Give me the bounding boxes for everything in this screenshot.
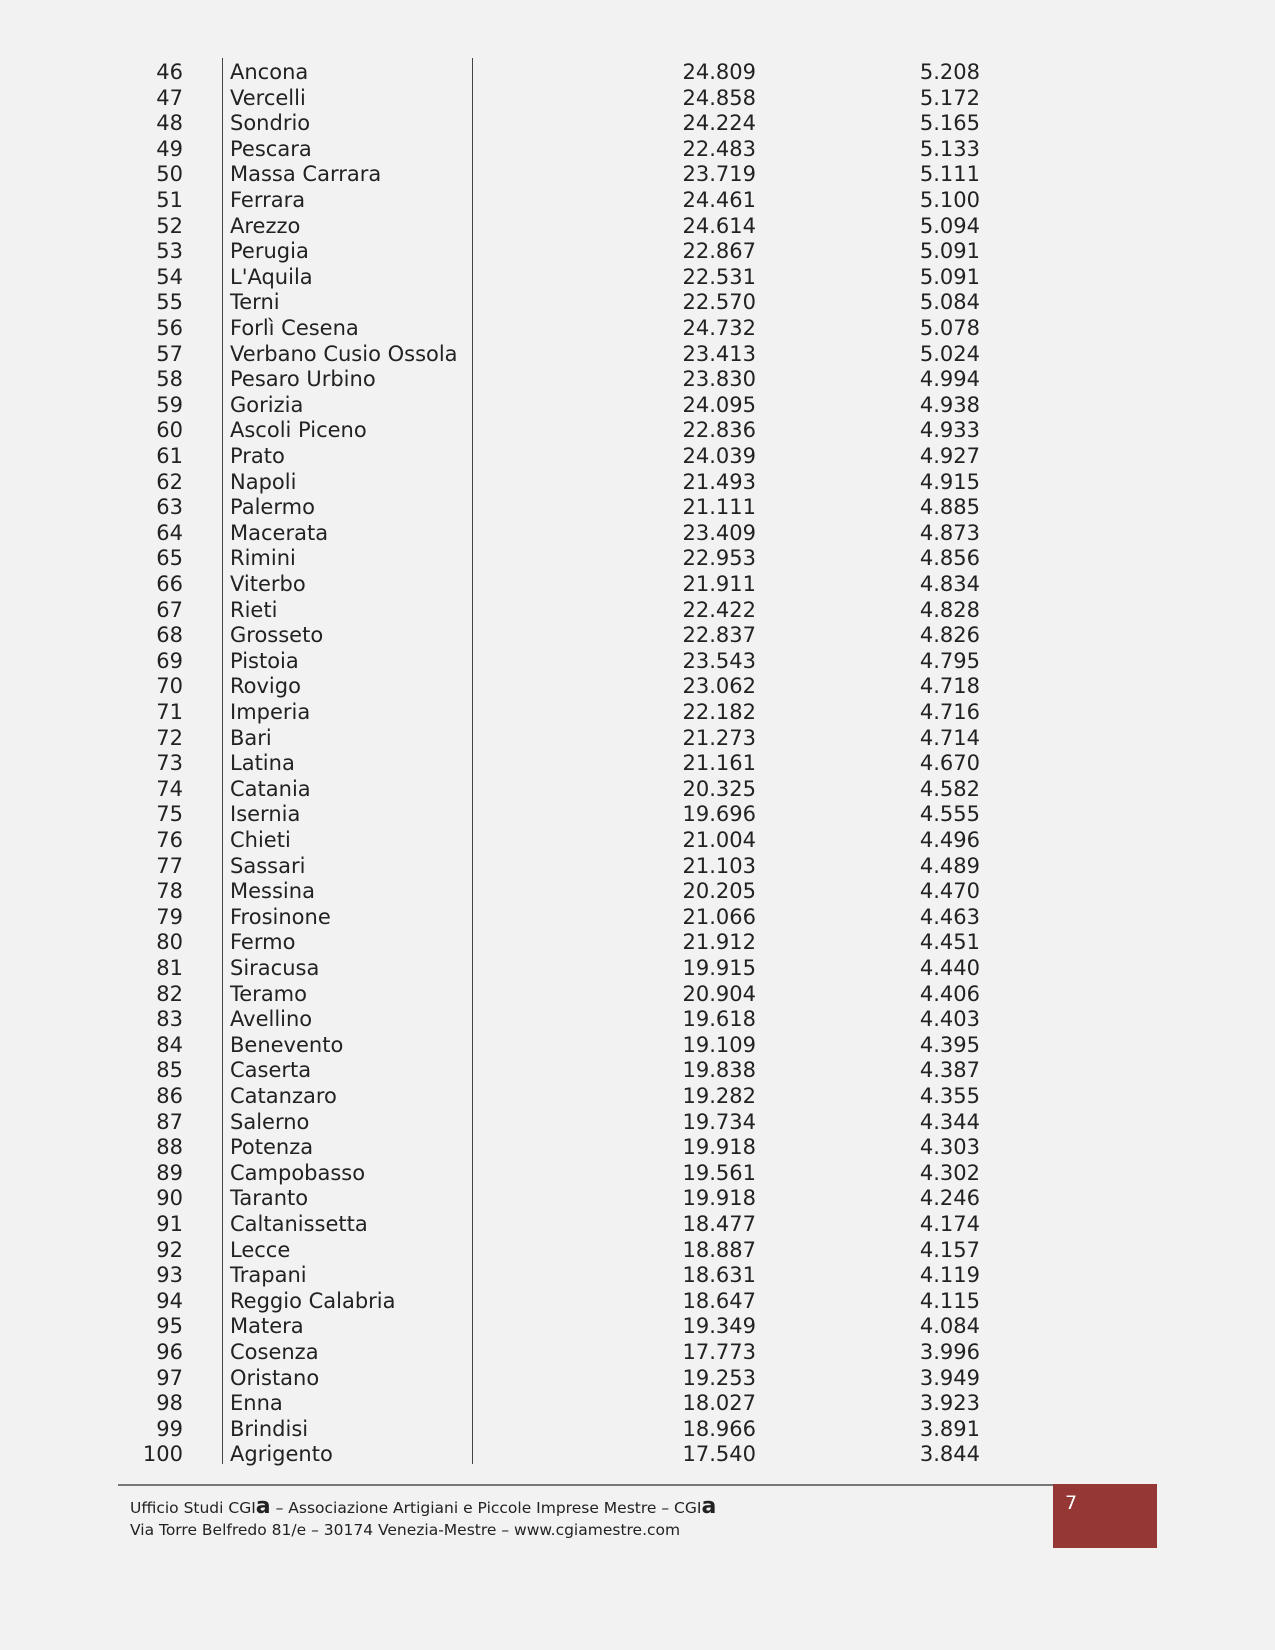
footer-address: Via Torre Belfredo 81/e – 30174 Venezia-Mestre – www.cgiamestre.com	[130, 1521, 681, 1539]
value-cell: 5.100	[919, 188, 980, 212]
value-cell: 4.470	[919, 879, 980, 904]
value-cell: 4.915	[919, 469, 980, 494]
table-row	[140, 136, 980, 163]
value-cell: 4.828	[919, 597, 980, 622]
rank-cell: 94	[156, 1288, 183, 1313]
table-row	[140, 1391, 980, 1417]
value-cell: 5.084	[919, 290, 980, 315]
value-cell: 19.734	[682, 1109, 756, 1134]
value-cell: 5.091	[919, 264, 980, 289]
table-row	[140, 188, 980, 214]
value-cell: 4.933	[919, 418, 980, 443]
value-cell: 19.561	[682, 1160, 756, 1185]
value-cell: 18.631	[682, 1263, 756, 1288]
province-cell: Taranto	[230, 1186, 309, 1211]
rank-cell: 56	[156, 316, 183, 340]
value-cell: 4.716	[919, 700, 980, 724]
value-cell: 19.918	[682, 1186, 756, 1211]
rank-cell: 62	[156, 469, 183, 494]
value-cell: 22.182	[682, 700, 756, 724]
province-cell: Bari	[230, 725, 272, 750]
value-cell: 18.477	[682, 1212, 756, 1236]
table-row	[140, 392, 980, 419]
province-cell: Campobasso	[230, 1160, 366, 1185]
rank-cell: 47	[156, 85, 183, 110]
value-cell: 22.570	[682, 290, 756, 315]
value-cell: 4.157	[919, 1237, 980, 1262]
table-row	[140, 162, 980, 188]
footer-logo-a: a	[255, 1494, 271, 1519]
province-cell: Napoli	[230, 469, 297, 494]
rank-cell: 75	[156, 802, 183, 827]
value-cell: 22.531	[682, 264, 756, 289]
page-number-box	[1053, 1484, 1157, 1548]
rank-cell: 61	[156, 444, 183, 468]
table-row	[140, 1365, 980, 1392]
province-cell: Potenza	[230, 1135, 314, 1160]
rank-cell: 70	[156, 674, 183, 699]
table-row	[140, 418, 980, 444]
value-cell: 22.836	[682, 418, 756, 443]
value-cell: 24.039	[682, 444, 756, 468]
value-cell: 4.856	[919, 546, 980, 571]
table-row	[140, 1263, 980, 1289]
value-cell: 21.912	[682, 930, 756, 955]
table-row	[140, 1186, 980, 1212]
province-cell: Pesaro Urbino	[230, 367, 376, 392]
value-cell: 4.344	[919, 1109, 980, 1134]
rank-cell: 81	[156, 956, 183, 980]
value-cell: 5.024	[919, 341, 980, 366]
value-cell: 4.451	[919, 930, 980, 955]
table-row	[140, 1288, 980, 1315]
province-cell: Arezzo	[230, 213, 301, 238]
province-cell: Cosenza	[230, 1340, 319, 1364]
value-cell: 19.918	[682, 1135, 756, 1160]
value-cell: 4.994	[919, 367, 980, 392]
table-row	[140, 623, 980, 649]
rank-cell: 53	[156, 239, 183, 264]
table-row	[140, 341, 980, 368]
province-cell: Reggio Calabria	[230, 1288, 396, 1313]
value-cell: 4.582	[919, 776, 980, 801]
value-cell: 19.696	[682, 802, 756, 827]
value-cell: 21.493	[682, 469, 756, 494]
footer-org-name: – Associazione Artigiani e Piccole Imprese Mestre – CGI	[270, 1499, 702, 1517]
value-cell: 17.540	[682, 1442, 756, 1467]
value-cell: 23.409	[682, 520, 756, 545]
province-cell: Trapani	[230, 1263, 307, 1288]
rank-cell: 89	[156, 1160, 183, 1185]
province-cell: Catania	[230, 776, 311, 801]
rank-cell: 66	[156, 572, 183, 596]
value-cell: 4.555	[919, 802, 980, 827]
rank-cell: 93	[156, 1263, 183, 1288]
value-cell: 3.891	[919, 1416, 980, 1441]
table-row	[140, 546, 980, 572]
province-cell: Salerno	[230, 1109, 310, 1134]
table-row	[140, 85, 980, 112]
rank-cell: 92	[156, 1237, 183, 1262]
value-cell: 23.062	[682, 674, 756, 699]
value-cell: 24.095	[682, 392, 756, 417]
rank-cell: 59	[156, 392, 183, 417]
province-cell: Pescara	[230, 136, 312, 161]
value-cell: 19.349	[682, 1314, 756, 1339]
table-row	[140, 802, 980, 828]
province-cell: Frosinone	[230, 904, 331, 929]
value-cell: 19.838	[682, 1058, 756, 1083]
value-cell: 22.483	[682, 136, 756, 161]
value-cell: 18.647	[682, 1288, 756, 1313]
value-cell: 5.133	[919, 136, 980, 161]
rank-cell: 67	[156, 597, 183, 622]
value-cell: 4.387	[919, 1058, 980, 1083]
rank-cell: 69	[156, 648, 183, 673]
province-cell: Oristano	[230, 1365, 320, 1390]
province-cell: Macerata	[230, 520, 329, 545]
value-cell: 21.273	[682, 725, 756, 750]
rank-cell: 99	[156, 1416, 183, 1441]
rank-cell: 97	[156, 1365, 183, 1390]
value-cell: 4.115	[919, 1288, 980, 1313]
table-row	[140, 981, 980, 1008]
value-cell: 4.246	[919, 1186, 980, 1211]
rank-cell: 85	[156, 1058, 183, 1083]
province-cell: Perugia	[230, 239, 309, 264]
table-row	[140, 239, 980, 265]
table-row	[140, 444, 980, 470]
value-cell: 20.904	[682, 981, 756, 1006]
value-cell: 23.719	[682, 162, 756, 187]
rank-cell: 100	[142, 1442, 183, 1467]
province-cell: Caltanissetta	[230, 1212, 368, 1236]
value-cell: 4.938	[919, 392, 980, 417]
table-row	[140, 674, 980, 700]
value-cell: 19.915	[682, 956, 756, 980]
province-cell: Teramo	[230, 981, 307, 1006]
value-cell: 5.172	[919, 85, 980, 110]
footer-org-prefix: Ufficio Studi CGI	[130, 1499, 256, 1517]
province-cell: Rieti	[230, 597, 278, 622]
province-cell: Sassari	[230, 853, 306, 878]
rank-cell: 79	[156, 904, 183, 929]
rank-cell: 64	[156, 520, 183, 545]
rank-cell: 78	[156, 879, 183, 904]
table-row	[140, 1032, 980, 1059]
value-cell: 18.966	[682, 1416, 756, 1441]
value-cell: 4.496	[919, 828, 980, 852]
province-cell: Lecce	[230, 1237, 291, 1262]
table-row	[140, 1212, 980, 1238]
table-row	[140, 1058, 980, 1084]
rank-cell: 49	[156, 136, 183, 161]
value-cell: 4.795	[919, 648, 980, 673]
footer-rule	[118, 1484, 1053, 1486]
value-cell: 5.091	[919, 239, 980, 264]
table-row	[140, 367, 980, 393]
rank-cell: 65	[156, 546, 183, 571]
value-cell: 3.996	[919, 1340, 980, 1364]
value-cell: 21.111	[682, 495, 756, 520]
rank-cell: 73	[156, 751, 183, 776]
value-cell: 19.618	[682, 1007, 756, 1032]
province-cell: Chieti	[230, 828, 291, 852]
value-cell: 18.027	[682, 1391, 756, 1416]
province-cell: Ferrara	[230, 188, 306, 212]
table-row	[140, 930, 980, 956]
province-cell: Benevento	[230, 1032, 344, 1057]
rank-cell: 55	[156, 290, 183, 315]
footer-line-1	[130, 1494, 717, 1519]
rank-cell: 46	[156, 60, 183, 84]
value-cell: 22.867	[682, 239, 756, 264]
table-row	[140, 111, 980, 137]
province-cell: Avellino	[230, 1007, 313, 1032]
value-cell: 23.543	[682, 648, 756, 673]
value-cell: 21.103	[682, 853, 756, 878]
rank-cell: 57	[156, 341, 183, 366]
value-cell: 5.094	[919, 213, 980, 238]
rank-cell: 88	[156, 1135, 183, 1160]
value-cell: 4.718	[919, 674, 980, 699]
value-cell: 4.119	[919, 1263, 980, 1288]
rank-cell: 76	[156, 828, 183, 852]
rank-cell: 48	[156, 111, 183, 136]
value-cell: 5.078	[919, 316, 980, 340]
province-cell: Messina	[230, 879, 315, 904]
value-cell: 24.461	[682, 188, 756, 212]
table-row	[140, 1237, 980, 1264]
rank-cell: 58	[156, 367, 183, 392]
table-row	[140, 751, 980, 777]
rank-cell: 98	[156, 1391, 183, 1416]
rank-cell: 54	[156, 264, 183, 289]
value-cell: 21.066	[682, 904, 756, 929]
table-row	[140, 725, 980, 752]
value-cell: 4.463	[919, 904, 980, 929]
province-cell: Brindisi	[230, 1416, 309, 1441]
rank-cell: 84	[156, 1032, 183, 1057]
value-cell: 21.911	[682, 572, 756, 596]
table-row	[140, 1442, 980, 1468]
rank-cell: 72	[156, 725, 183, 750]
rank-cell: 86	[156, 1084, 183, 1108]
value-cell: 22.837	[682, 623, 756, 648]
rank-cell: 95	[156, 1314, 183, 1339]
value-cell: 4.927	[919, 444, 980, 468]
table-row	[140, 1084, 980, 1110]
value-cell: 19.282	[682, 1084, 756, 1108]
table-row	[140, 495, 980, 521]
table-row	[140, 572, 980, 598]
rank-cell: 52	[156, 213, 183, 238]
province-cell: Imperia	[230, 700, 311, 724]
value-cell: 20.325	[682, 776, 756, 801]
table-row	[140, 60, 980, 86]
value-cell: 4.403	[919, 1007, 980, 1032]
value-cell: 4.834	[919, 572, 980, 596]
value-cell: 4.670	[919, 751, 980, 776]
table-row	[140, 469, 980, 496]
table-row	[140, 316, 980, 342]
value-cell: 22.422	[682, 597, 756, 622]
value-cell: 4.406	[919, 981, 980, 1006]
rank-cell: 80	[156, 930, 183, 955]
province-cell: Ancona	[230, 60, 309, 84]
table-row	[140, 904, 980, 931]
table-row	[140, 1340, 980, 1366]
value-cell: 4.885	[919, 495, 980, 520]
table-row	[140, 597, 980, 624]
value-cell: 4.489	[919, 853, 980, 878]
province-cell: Prato	[230, 444, 285, 468]
value-cell: 20.205	[682, 879, 756, 904]
value-cell: 5.208	[919, 60, 980, 84]
table-row	[140, 1314, 980, 1340]
rank-cell: 74	[156, 776, 183, 801]
value-cell: 4.440	[919, 956, 980, 980]
value-cell: 19.109	[682, 1032, 756, 1057]
value-cell: 4.084	[919, 1314, 980, 1339]
rank-cell: 68	[156, 623, 183, 648]
province-cell: Gorizia	[230, 392, 304, 417]
value-cell: 4.303	[919, 1135, 980, 1160]
value-cell: 3.923	[919, 1391, 980, 1416]
province-cell: Caserta	[230, 1058, 312, 1083]
province-cell: Rovigo	[230, 674, 301, 699]
value-cell: 24.858	[682, 85, 756, 110]
table-row	[140, 1160, 980, 1187]
value-cell: 4.395	[919, 1032, 980, 1057]
rank-cell: 96	[156, 1340, 183, 1364]
table-row	[140, 290, 980, 316]
value-cell: 17.773	[682, 1340, 756, 1364]
province-cell: Vercelli	[230, 85, 306, 110]
table-row	[140, 828, 980, 854]
table-row	[140, 1416, 980, 1443]
province-cell: Enna	[230, 1391, 283, 1416]
value-cell: 24.732	[682, 316, 756, 340]
province-cell: Viterbo	[230, 572, 306, 596]
province-cell: Sondrio	[230, 111, 311, 136]
province-cell: Siracusa	[230, 956, 320, 980]
table-row	[140, 213, 980, 240]
table-row	[140, 956, 980, 982]
page-number: 7	[1065, 1492, 1078, 1514]
value-cell: 5.111	[919, 162, 980, 187]
value-cell: 4.302	[919, 1160, 980, 1185]
rank-cell: 91	[156, 1212, 183, 1236]
value-cell: 24.224	[682, 111, 756, 136]
province-cell: Palermo	[230, 495, 315, 520]
footer-logo-a: a	[701, 1494, 717, 1519]
province-cell: Latina	[230, 751, 295, 776]
rank-cell: 87	[156, 1109, 183, 1134]
rank-cell: 50	[156, 162, 183, 187]
rank-cell: 63	[156, 495, 183, 520]
value-cell: 23.413	[682, 341, 756, 366]
value-cell: 21.161	[682, 751, 756, 776]
table-row	[140, 648, 980, 675]
rank-cell: 60	[156, 418, 183, 443]
province-cell: Agrigento	[230, 1442, 333, 1467]
rank-cell: 71	[156, 700, 183, 724]
value-cell: 24.809	[682, 60, 756, 84]
province-cell: Forlì Cesena	[230, 316, 359, 340]
province-cell: L'Aquila	[230, 264, 313, 289]
rank-cell: 51	[156, 188, 183, 212]
table-row	[140, 264, 980, 291]
rank-cell: 77	[156, 853, 183, 878]
value-cell: 3.844	[919, 1442, 980, 1467]
value-cell: 4.355	[919, 1084, 980, 1108]
table-row	[140, 700, 980, 726]
province-cell: Terni	[230, 290, 280, 315]
province-cell: Grosseto	[230, 623, 324, 648]
value-cell: 23.830	[682, 367, 756, 392]
province-cell: Isernia	[230, 802, 301, 827]
province-cell: Ascoli Piceno	[230, 418, 367, 443]
province-cell: Pistoia	[230, 648, 299, 673]
value-cell: 4.826	[919, 623, 980, 648]
province-cell: Massa Carrara	[230, 162, 382, 187]
value-cell: 3.949	[919, 1365, 980, 1390]
rank-cell: 90	[156, 1186, 183, 1211]
value-cell: 18.887	[682, 1237, 756, 1262]
table-row	[140, 1109, 980, 1136]
table-row	[140, 879, 980, 905]
rank-cell: 82	[156, 981, 183, 1006]
province-cell: Fermo	[230, 930, 296, 955]
table-row	[140, 853, 980, 880]
table-row	[140, 520, 980, 547]
province-cell: Rimini	[230, 546, 296, 571]
rank-cell: 83	[156, 1007, 183, 1032]
province-cell: Matera	[230, 1314, 304, 1339]
value-cell: 22.953	[682, 546, 756, 571]
province-cell: Verbano Cusio Ossola	[230, 341, 458, 366]
value-cell: 4.873	[919, 520, 980, 545]
table-row	[140, 1135, 980, 1161]
value-cell: 19.253	[682, 1365, 756, 1390]
value-cell: 4.714	[919, 725, 980, 750]
value-cell: 5.165	[919, 111, 980, 136]
table-row	[140, 1007, 980, 1033]
value-cell: 4.174	[919, 1212, 980, 1236]
table-row	[140, 776, 980, 803]
province-cell: Catanzaro	[230, 1084, 337, 1108]
value-cell: 24.614	[682, 213, 756, 238]
value-cell: 21.004	[682, 828, 756, 852]
